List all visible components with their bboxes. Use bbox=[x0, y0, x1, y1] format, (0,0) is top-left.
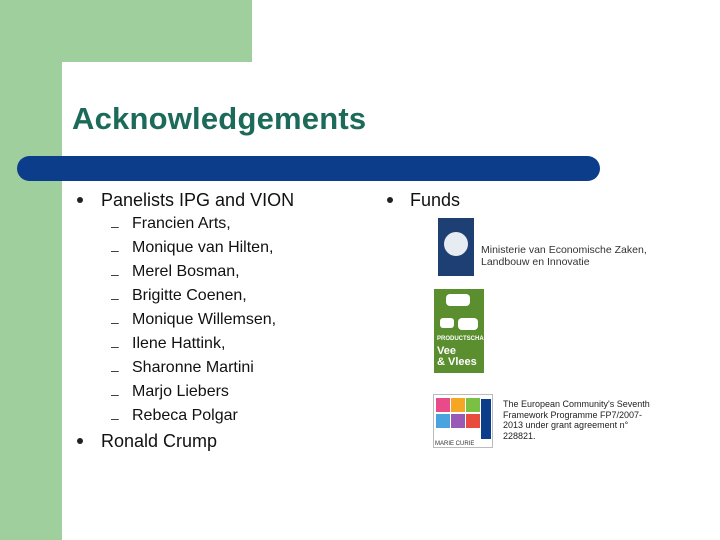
coat-of-arms-icon bbox=[444, 232, 468, 256]
panelist-name: Monique Willemsen, bbox=[132, 311, 277, 328]
panelist-name: Ilene Hattink, bbox=[132, 335, 226, 352]
dash-icon: – bbox=[111, 242, 119, 258]
sheep-icon bbox=[458, 318, 478, 330]
panelist-name: Merel Bosman, bbox=[132, 263, 240, 280]
marie-curie-caption: MARIE CURIE bbox=[435, 441, 475, 447]
portrait-icon bbox=[451, 414, 465, 428]
dash-icon: – bbox=[111, 290, 119, 306]
portrait-icon bbox=[436, 398, 450, 412]
panelist-name: Marjo Liebers bbox=[132, 383, 229, 400]
dash-icon: – bbox=[111, 314, 119, 330]
dash-icon: – bbox=[111, 218, 119, 234]
dash-icon: – bbox=[111, 266, 119, 282]
last-acknowledged-name: Ronald Crump bbox=[101, 431, 218, 451]
dash-icon: – bbox=[111, 410, 119, 426]
portrait-icon bbox=[466, 398, 480, 412]
dash-icon: – bbox=[111, 362, 119, 378]
dash-icon: – bbox=[111, 386, 119, 402]
panelist-name: Brigitte Coenen, bbox=[132, 287, 247, 304]
title-underline-bar bbox=[17, 156, 600, 181]
decor-green-side bbox=[0, 0, 62, 540]
ministry-logo-text: Ministerie van Economische Zaken, Landbouw en Innovatie bbox=[481, 244, 647, 268]
slide-title: Acknowledgements bbox=[72, 101, 367, 136]
panelist-name: Rebeca Polgar bbox=[132, 407, 238, 424]
portrait-icon bbox=[451, 398, 465, 412]
panelist-name: Francien Arts, bbox=[132, 215, 231, 232]
pig-icon bbox=[440, 318, 454, 328]
portrait-icon bbox=[436, 414, 450, 428]
panelists-heading: Panelists IPG and VION bbox=[101, 190, 295, 210]
panelist-name: Monique van Hilten, bbox=[132, 239, 274, 256]
pv-logo-line1: PRODUCTSCHAP bbox=[437, 336, 488, 342]
marie-curie-side-band bbox=[481, 399, 491, 439]
dash-icon: – bbox=[111, 338, 119, 354]
bullet-icon bbox=[387, 197, 393, 203]
bullet-icon bbox=[77, 438, 83, 444]
funds-heading: Funds bbox=[410, 190, 461, 210]
panelist-name: Sharonne Martini bbox=[132, 359, 254, 376]
cow-icon bbox=[446, 294, 470, 306]
eu-funding-statement: The European Community's Seventh Framework Programme FP7/2007- 2013 under grant agreement n° 228821. bbox=[503, 399, 650, 441]
bullet-icon bbox=[77, 197, 83, 203]
portrait-icon bbox=[466, 414, 480, 428]
pv-logo-text: Vee & Vlees bbox=[437, 345, 477, 368]
